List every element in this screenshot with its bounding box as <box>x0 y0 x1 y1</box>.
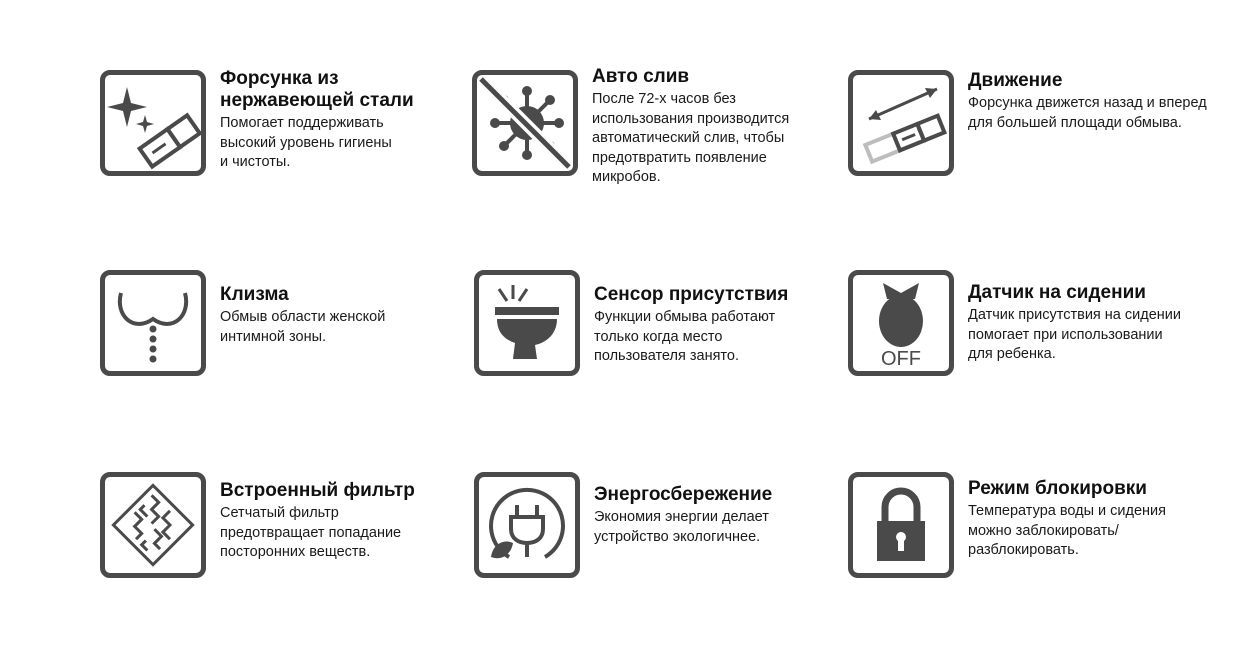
eco-plug-icon <box>474 472 580 578</box>
feature-description: После 72-х часов без использования производится автоматический слив, чтобы предотвратить появление микробов. <box>592 91 790 185</box>
feature-movement <box>848 70 1207 176</box>
feature-description: Обмыв области женской интимной зоны. <box>220 309 386 345</box>
feature-title: Встроенный фильтр <box>220 480 415 501</box>
feature-presence-sensor <box>474 270 788 376</box>
feature-enema <box>100 270 385 376</box>
feature-stainless-nozzle <box>100 70 414 176</box>
feature-title: Сенсор присутствия <box>594 284 789 305</box>
feature-description: Сетчатый фильтр предотвращает попадание посторонних веществ. <box>220 505 402 560</box>
feature-title: Энергосбережение <box>594 484 773 505</box>
feature-auto-drain <box>472 66 790 188</box>
feature-description: Функции обмыва работают только когда место пользователя занято. <box>594 309 776 364</box>
moving-nozzle-icon <box>848 70 954 176</box>
feature-title: Авто слив <box>592 66 690 87</box>
feature-title: Режим блокировки <box>968 478 1147 499</box>
feature-lock-mode <box>848 472 1166 578</box>
off-label: OFF <box>881 348 921 370</box>
feature-description: Датчик присутствия на сидении помогает при использовании для ребенка. <box>968 307 1181 362</box>
feature-built-in-filter <box>100 472 415 578</box>
feature-description: Помогает поддерживать высокий уровень гигиены и чистоты. <box>220 115 392 170</box>
feature-seat-sensor <box>848 270 1181 376</box>
feature-title: Форсунка из нержавеющей стали <box>220 68 414 111</box>
feature-description: Экономия энергии делает устройство экологичнее. <box>594 509 769 545</box>
feature-title: Датчик на сидении <box>968 282 1146 303</box>
lock-icon <box>848 472 954 578</box>
mesh-filter-icon <box>100 472 206 578</box>
feature-title: Клизма <box>220 284 289 305</box>
feature-title: Движение <box>968 70 1063 91</box>
no-germs-icon <box>472 70 578 176</box>
feature-description: Температура воды и сидения можно заблокировать/ разблокировать. <box>968 503 1167 558</box>
toilet-sensor-icon <box>474 270 580 376</box>
feature-energy-saving <box>474 472 772 578</box>
sparkle-nozzle-icon <box>100 70 206 176</box>
feminine-wash-icon <box>100 270 206 376</box>
seat-sensor-off-icon <box>848 270 954 376</box>
feature-description: Форсунка движется назад и вперед для большей площади обмыва. <box>968 95 1207 131</box>
